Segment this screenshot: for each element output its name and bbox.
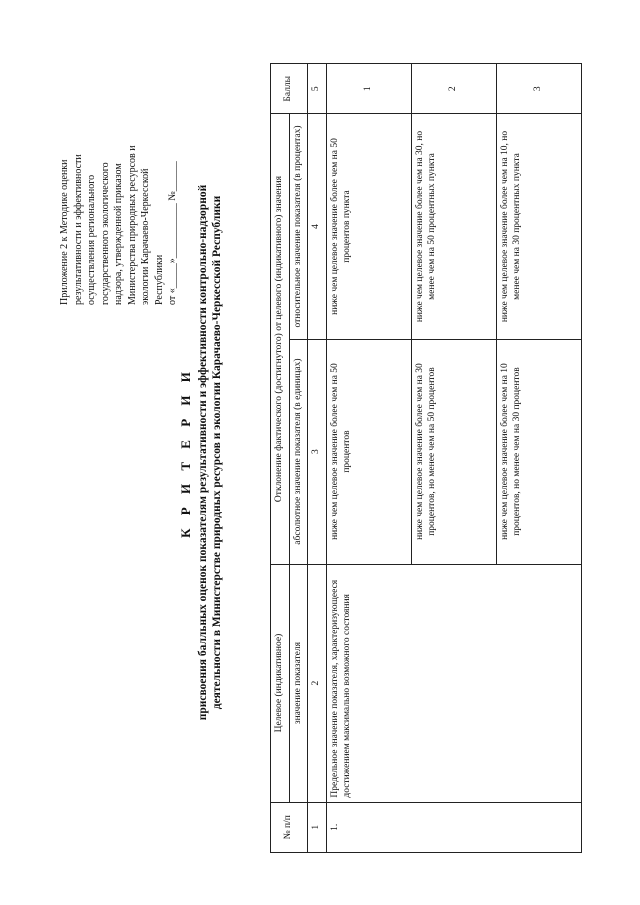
score-value: 3 — [497, 64, 582, 114]
approval-line: результативности и эффективности — [72, 154, 84, 305]
absolute-value: ниже чем целевое значение более чем на 10 процентов, но менее чем на 30 процентов — [497, 339, 582, 564]
approval-line: надзора, утвержденной приказом — [113, 163, 124, 305]
header-score: Баллы — [271, 64, 308, 114]
header-target: Целевое (индикативное) — [271, 564, 290, 802]
absolute-value: ниже чем целевое значение более чем на 30 процентов, но менее чем на 50 процентов — [412, 339, 497, 564]
header-row — [271, 64, 290, 853]
approval-line: Приложение 2 к Методике оценки — [59, 159, 70, 305]
column-number: 3 — [308, 339, 327, 564]
approval-note — [58, 55, 180, 305]
indicator-name: Предельное значение показателя, характеризующееся достижением максимально возможного состояния — [327, 564, 582, 802]
relative-value: ниже чем целевое значение более чем на 10, но менее чем на 30 процентных пункта — [497, 114, 582, 339]
title-line-2: деятельности в Министерстве природных ресурсов и экологии Карачаево-Черкесской Республики — [211, 195, 223, 710]
absolute-value: ниже чем целевое значение более чем на 50 процентов — [327, 339, 412, 564]
approval-line: осуществления регионального — [86, 174, 97, 305]
row-number: 1. — [327, 802, 582, 852]
header-absolute: абсолютное значение показателя (в единицах) — [289, 339, 308, 564]
header-subrow — [289, 64, 308, 853]
approval-line: государственного экологического — [99, 162, 111, 305]
column-number: 1 — [308, 802, 327, 852]
document-title — [178, 0, 224, 905]
header-target-value: значение показателя — [289, 564, 308, 802]
header-deviation: Отклонение фактического (достигнутого) от целевого (индикативного) значения — [271, 114, 290, 564]
approval-line: от «_____»___________ №______ — [167, 161, 178, 305]
column-number-row — [308, 64, 327, 853]
column-number: 5 — [308, 64, 327, 114]
title-heading: К Р И Т Е Р И И — [178, 367, 193, 538]
approval-line: Республики — [153, 254, 165, 305]
relative-value: ниже чем целевое значение более чем на 50 процентов пункта — [327, 114, 412, 339]
relative-value: ниже чем целевое значение более чем на 30, но менее чем на 50 процентных пункта — [412, 114, 497, 339]
header-relative: относительное значение показателя (в процентах) — [289, 114, 308, 339]
column-number: 4 — [308, 114, 327, 339]
column-number: 2 — [308, 564, 327, 802]
header-num: № п/п — [271, 802, 308, 852]
approval-line: экологии Карачаево-Черкесской — [140, 168, 151, 305]
approval-line: Министерства природных ресурсов и — [126, 145, 138, 305]
criteria-table — [270, 63, 582, 853]
score-value: 2 — [412, 64, 497, 114]
score-value: 1 — [327, 64, 412, 114]
title-line-1: присвоения балльных оценок показателям результативности и эффективности контрольно-надзорной — [197, 184, 209, 721]
table-row — [327, 64, 412, 853]
